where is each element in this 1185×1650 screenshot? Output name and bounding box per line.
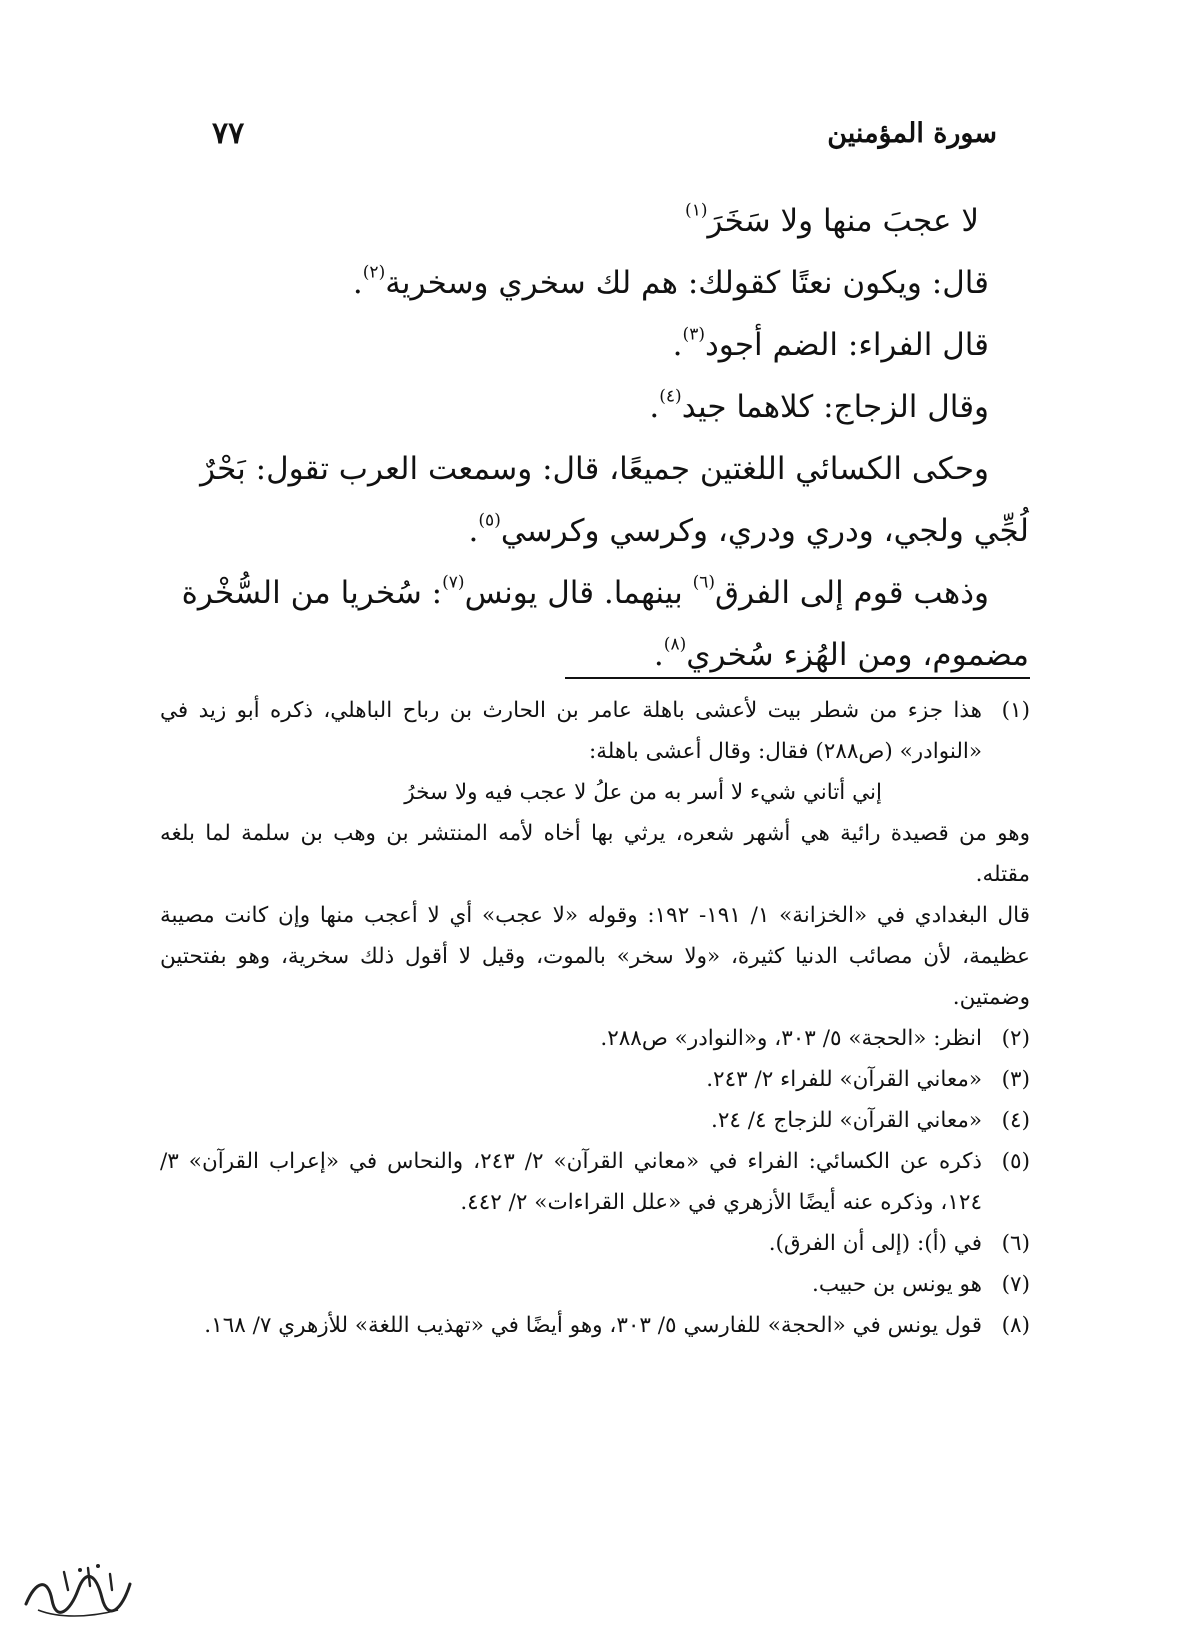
footnote-body: «معاني القرآن» للفراء ٢/ ٢٤٣. — [706, 1067, 982, 1092]
line-end-punct: . — [649, 389, 660, 425]
footnote-ref: (٦) — [692, 572, 716, 593]
footnote-body: في (أ): (إلى أن الفرق). — [768, 1231, 982, 1256]
main-line-text: وحكى الكسائي اللغتين جميعًا، قال: وسمعت العرب تقول: بَحْرٌ — [200, 451, 989, 487]
footnote-3 — [160, 1059, 1030, 1100]
footnote-body: انظر: «الحجة» ٥/ ٣٠٣، و«النوادر» ص٢٨٨. — [600, 1026, 982, 1051]
main-line-6 — [169, 500, 1029, 562]
footnote-paragraph: هذا جزء من شطر بيت لأعشى باهلة عامر بن الحارث بن رباح الباهلي، ذكره أبو زيد في «النوادر» (ص٢٨٨) فقال: وقال أعشى باهلة: — [160, 698, 982, 764]
running-title: سورة المؤمنين — [827, 118, 997, 149]
main-text — [169, 190, 1029, 686]
footnote-6 — [160, 1223, 1030, 1264]
footnote-ref: (١) — [685, 200, 708, 221]
footnote-2 — [160, 1018, 1030, 1059]
footnote-body — [160, 690, 1030, 1018]
footnote-1 — [160, 690, 1030, 1018]
footnote-ref: (٢) — [362, 262, 386, 283]
footnote-7 — [160, 1264, 1030, 1305]
main-line-text: قال الفراء: الضم أجود — [705, 327, 989, 363]
footnote-number: (٦) — [1001, 1231, 1030, 1256]
footnote-number: (٨) — [1001, 1313, 1030, 1338]
main-line-text: قال: ويكون نعتًا كقولك: هم لك سخري وسخرية — [385, 265, 989, 301]
main-line-text: لُجِّي ولجي، ودري ودري، وكرسي وكرسي — [500, 513, 1029, 549]
main-line-text: وذهب قوم إلى الفرق — [715, 575, 989, 611]
footnote-5 — [160, 1141, 1030, 1223]
calligraphy-logo-icon — [18, 1560, 138, 1622]
main-line-text: بينهما. قال يونس — [464, 575, 693, 611]
main-line-text: مضموم، ومن الهُزء سُخري — [686, 637, 1029, 673]
footnote-paragraph: وهو من قصيدة رائية هي أشهر شعره، يرثي بها أخاه لأمه المنتشر بن وهب بن سلمة لما بلغه مقتله. — [160, 821, 1030, 887]
main-line-1 — [169, 190, 979, 252]
footnote-number: (٢) — [1001, 1026, 1030, 1051]
footnote-ref: (٧) — [442, 572, 465, 593]
footnote-ref: (٨) — [663, 634, 687, 655]
main-line-text: لا عجبَ منها ولا سَخَرَ — [707, 203, 979, 239]
watermark-logo — [18, 1560, 138, 1622]
footnote-ref: (٥) — [478, 510, 501, 531]
footnote-number: (٤) — [1001, 1108, 1030, 1133]
footnote-body: «معاني القرآن» للزجاج ٤/ ٢٤. — [710, 1108, 982, 1133]
footnote-ref: (٤) — [659, 386, 682, 407]
main-line-4 — [169, 376, 989, 438]
footnote-number: (٥) — [1001, 1149, 1030, 1174]
line-end-punct: . — [672, 327, 683, 363]
footnote-number: (٧) — [1001, 1272, 1030, 1297]
main-line-text: : سُخريا من السُّخْرة — [181, 575, 443, 611]
main-line-5 — [169, 438, 989, 500]
footnote-body: ذكره عن الكسائي: الفراء في «معاني القرآن» ٢/ ٢٤٣، والنحاس في «إعراب القرآن» ٣/ ١٢٤، وذكره عنه أيضًا الأزهري في «علل القراءات» ٢/ ٤٤٢. — [160, 1149, 982, 1215]
footnote-body: قول يونس في «الحجة» للفارسي ٥/ ٣٠٣، وهو أيضًا في «تهذيب اللغة» للأزهري ٧/ ١٦٨. — [204, 1313, 982, 1338]
main-line-7 — [169, 562, 989, 624]
page-number: ٧٧ — [212, 116, 245, 151]
footnote-separator — [565, 677, 1030, 679]
footnote-ref: (٣) — [682, 324, 705, 345]
footnotes — [160, 690, 1030, 1346]
main-line-text: وقال الزجاج: كلاهما جيد — [681, 389, 989, 425]
main-line-2 — [169, 252, 989, 314]
line-end-punct: . — [468, 513, 479, 549]
footnote-body: هو يونس بن حبيب. — [812, 1272, 982, 1297]
footnote-number: (١) — [1001, 698, 1030, 723]
line-end-punct: . — [653, 637, 664, 673]
footnote-4 — [160, 1100, 1030, 1141]
line-end-punct: . — [352, 265, 363, 301]
footnote-paragraph: قال البغدادي في «الخزانة» ١/ ١٩١- ١٩٢: وقوله «لا عجب» أي لا أعجب منها وإن كانت مصيبة عظيمة، لأن مصائب الدنيا كثيرة، «ولا سخر» بالموت، وقيل لا أقول ذلك سخرية، وهو بفتحتين وضمتين. — [160, 903, 1030, 1010]
footnote-poem: إني أتاني شيء لا أسر به من علُ لا عجب فيه ولا سخرُ — [404, 780, 882, 805]
main-line-3 — [169, 314, 989, 376]
footnote-8 — [160, 1305, 1030, 1346]
footnote-number: (٣) — [1001, 1067, 1030, 1092]
